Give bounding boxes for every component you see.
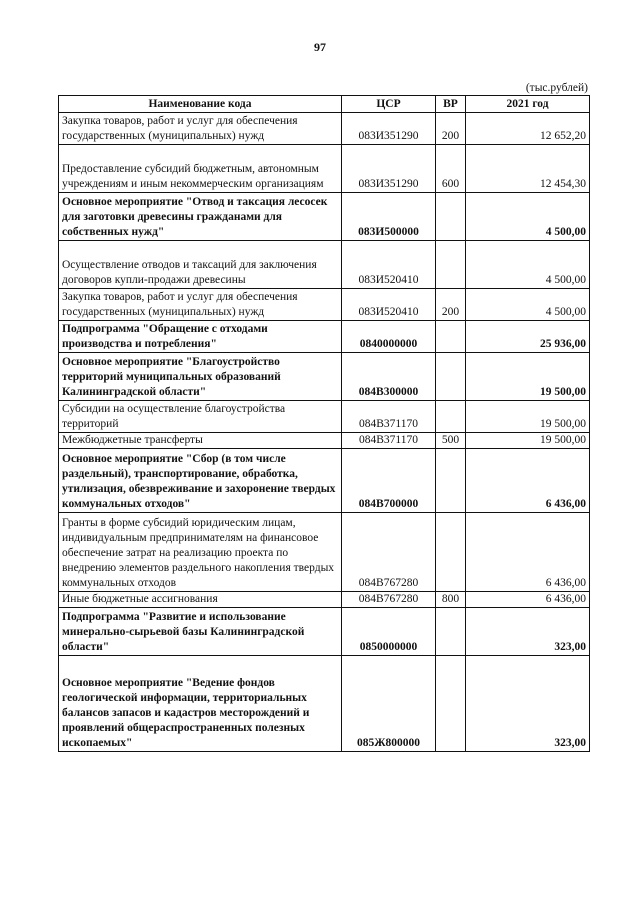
row-vr (436, 321, 466, 353)
row-amount: 323,00 (466, 656, 590, 752)
row-vr (436, 401, 466, 433)
table-row (59, 241, 590, 289)
row-vr (436, 241, 466, 289)
row-name: Подпрограмма "Обращение с отходами производства и потребления" (59, 321, 342, 353)
header-code: ЦСР (342, 96, 436, 113)
units-note: (тыс.рублей) (525, 82, 588, 94)
table-row (59, 353, 590, 401)
row-code: 0840000000 (342, 321, 436, 353)
row-code: 083И520410 (342, 241, 436, 289)
row-name: Предоставление субсидий бюджетным, автономным учреждениям и иным некоммерческим организациям (59, 145, 342, 193)
row-amount: 12 652,20 (466, 113, 590, 145)
row-code: 084В767280 (342, 513, 436, 592)
table-row (59, 513, 590, 592)
row-code: 084В300000 (342, 353, 436, 401)
table-row (59, 433, 590, 449)
header-vr: ВР (436, 96, 466, 113)
row-amount: 25 936,00 (466, 321, 590, 353)
row-amount: 12 454,30 (466, 145, 590, 193)
row-code: 083И500000 (342, 193, 436, 241)
budget-table (58, 95, 590, 752)
row-vr: 200 (436, 113, 466, 145)
table-body (59, 113, 590, 752)
row-name: Межбюджетные трансферты (59, 433, 342, 449)
table-row (59, 592, 590, 608)
row-amount: 323,00 (466, 608, 590, 656)
header-amount: 2021 год (466, 96, 590, 113)
row-amount: 19 500,00 (466, 353, 590, 401)
row-vr (436, 193, 466, 241)
row-name: Иные бюджетные ассигнования (59, 592, 342, 608)
row-amount: 6 436,00 (466, 449, 590, 513)
table-row (59, 145, 590, 193)
row-name: Основное мероприятие "Благоустройство территорий муниципальных образований Калининградской области" (59, 353, 342, 401)
header-name: Наименование кода (59, 96, 342, 113)
row-name: Субсидии на осуществление благоустройства территорий (59, 401, 342, 433)
row-name: Осуществление отводов и таксаций для заключения договоров купли-продажи древесины (59, 241, 342, 289)
row-code: 0850000000 (342, 608, 436, 656)
table-row (59, 449, 590, 513)
row-name: Основное мероприятие "Сбор (в том числе раздельный), транспортирование, обработка, утилизация, обезвреживание и захоронение твердых коммунальных отходов" (59, 449, 342, 513)
row-name: Гранты в форме субсидий юридическим лицам, индивидуальным предпринимателям на финансовое обеспечение затрат на реализацию проекта по внедрению элементов раздельного накопления твердых коммунальных отходов (59, 513, 342, 592)
row-code: 084В700000 (342, 449, 436, 513)
row-code: 084В767280 (342, 592, 436, 608)
row-amount: 6 436,00 (466, 592, 590, 608)
row-name: Закупка товаров, работ и услуг для обеспечения государственных (муниципальных) нужд (59, 113, 342, 145)
row-amount: 4 500,00 (466, 241, 590, 289)
page-number: 97 (314, 40, 326, 54)
row-code: 084В371170 (342, 401, 436, 433)
row-vr: 600 (436, 145, 466, 193)
row-vr: 800 (436, 592, 466, 608)
row-amount: 6 436,00 (466, 513, 590, 592)
row-name: Подпрограмма "Развитие и использование минерально-сырьевой базы Калининградской области" (59, 608, 342, 656)
row-code: 083И351290 (342, 113, 436, 145)
table-row (59, 289, 590, 321)
row-name: Основное мероприятие "Ведение фондов геологической информации, территориальных балансов запасов и кадастров месторождений и проявлений общераспространенных полезных ископаемых" (59, 656, 342, 752)
row-code: 083И351290 (342, 145, 436, 193)
row-name: Закупка товаров, работ и услуг для обеспечения государственных (муниципальных) нужд (59, 289, 342, 321)
row-code: 083И520410 (342, 289, 436, 321)
table-row (59, 401, 590, 433)
row-vr: 200 (436, 289, 466, 321)
row-vr (436, 608, 466, 656)
row-name: Основное мероприятие "Отвод и таксация лесосек для заготовки древесины гражданами для собственных нужд" (59, 193, 342, 241)
row-code: 084В371170 (342, 433, 436, 449)
row-code: 085Ж800000 (342, 656, 436, 752)
row-amount: 19 500,00 (466, 401, 590, 433)
row-vr: 500 (436, 433, 466, 449)
table-row (59, 193, 590, 241)
table-row (59, 321, 590, 353)
row-vr (436, 513, 466, 592)
row-vr (436, 656, 466, 752)
row-amount: 4 500,00 (466, 289, 590, 321)
row-amount: 4 500,00 (466, 193, 590, 241)
table-row (59, 113, 590, 145)
row-vr (436, 449, 466, 513)
row-amount: 19 500,00 (466, 433, 590, 449)
table-row (59, 656, 590, 752)
table-header-row (59, 96, 590, 113)
row-vr (436, 353, 466, 401)
table-row (59, 608, 590, 656)
